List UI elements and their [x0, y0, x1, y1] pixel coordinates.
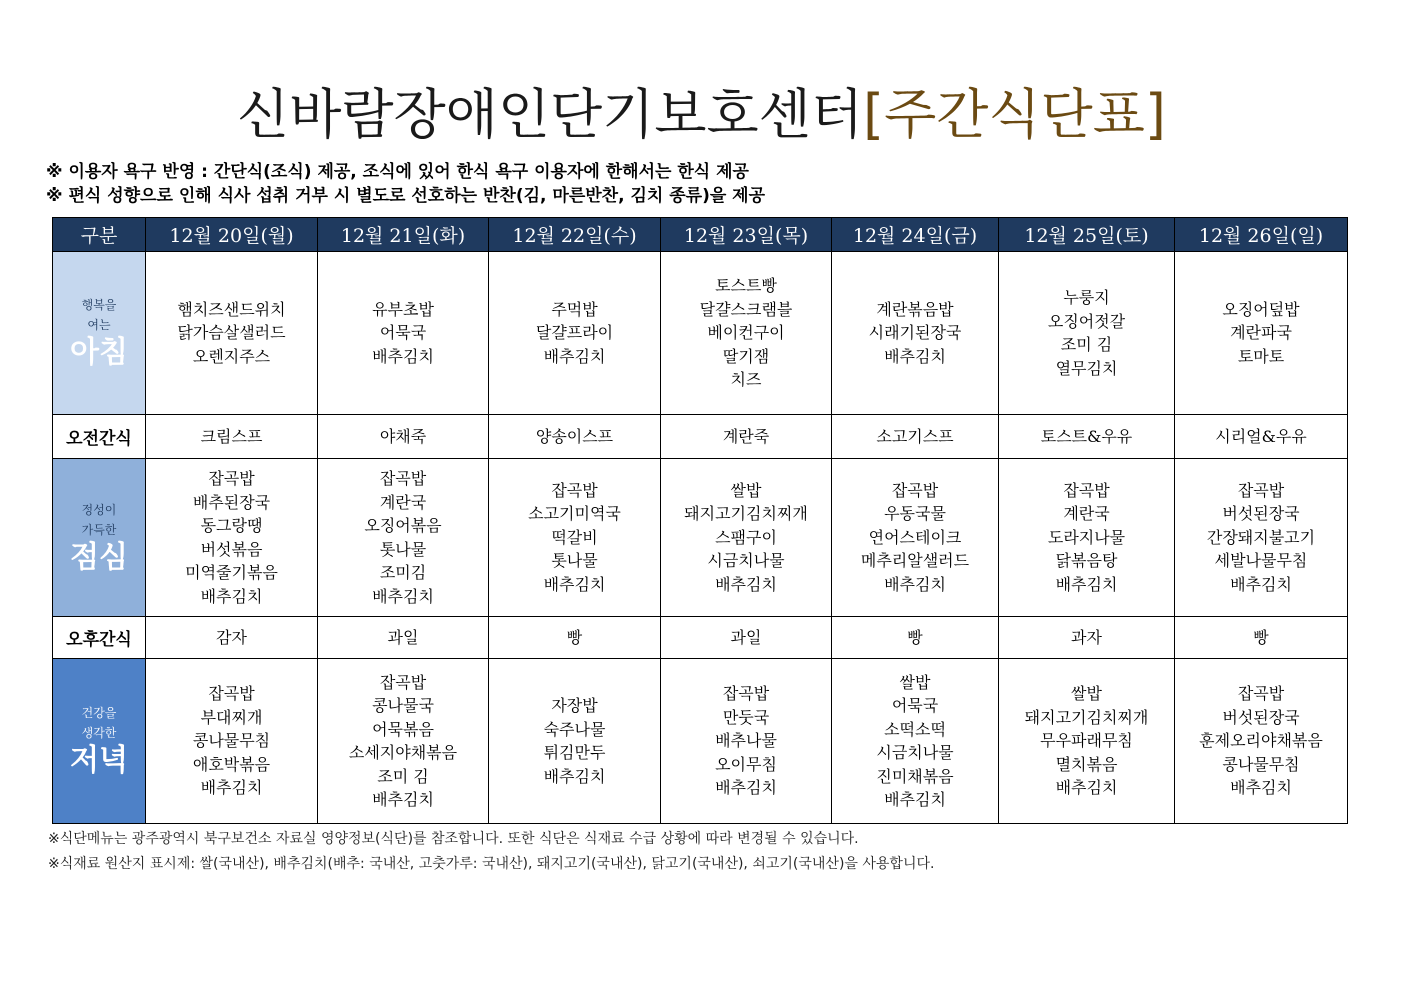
menu-cell: 빵: [1175, 617, 1348, 659]
menu-title: [주간식단표]: [863, 83, 1166, 146]
lunch-label: 정성이 가득한 점심: [53, 459, 146, 617]
menu-item: 무우파래무침: [1040, 731, 1133, 751]
menu-item: 시금치나물: [876, 743, 954, 762]
menu-item: 돼지고기김치찌개: [1024, 707, 1149, 727]
menu-item: 훈제오리야채볶음: [1199, 731, 1323, 751]
menu-cell: [1175, 252, 1348, 415]
menu-item: 배추김치: [200, 778, 263, 798]
menu-item: 잡곡밥: [379, 672, 427, 692]
menu-item: 콩나물국: [372, 696, 434, 715]
menu-item: 버섯된장국: [1222, 707, 1300, 727]
menu-cell: [999, 659, 1175, 824]
menu-item: 딸기잼: [722, 346, 770, 366]
menu-item: 배추김치: [884, 574, 946, 594]
note-2: ※ 편식 성향으로 인해 식사 섭취 거부 시 별도로 선호하는 반찬(김, 마른반찬, 김치 종류)을 제공: [46, 186, 766, 206]
menu-item: 잡곡밥: [551, 480, 598, 500]
page-title: [0, 80, 1403, 150]
menu-item: 유부초밥: [372, 299, 434, 319]
header-day: 12월 20일(월): [146, 218, 318, 252]
menu-cell: [318, 459, 489, 617]
notes: [46, 160, 765, 208]
menu-item: 닭가슴살샐러드: [177, 323, 286, 343]
menu-item: 어묵볶음: [372, 719, 434, 739]
menu-item: 잡곡밥: [208, 684, 255, 704]
menu-cell: [999, 252, 1175, 415]
menu-cell: [489, 252, 661, 415]
menu-item: 튀김만두: [543, 743, 606, 762]
menu-item: 동그랑땡: [200, 516, 263, 535]
menu-cell: 야채죽: [318, 415, 489, 459]
menu-cell: 양송이스프: [489, 415, 661, 459]
morning-snack-label: 오전간식: [53, 415, 146, 459]
menu-cell: 토스트&우유: [999, 415, 1175, 459]
menu-item: 쌀밥: [1071, 684, 1102, 704]
menu-item: 숙주나물: [543, 719, 606, 739]
menu-item: 오징어볶음: [364, 516, 442, 535]
menu-item: 계란볶음밥: [876, 299, 954, 319]
header-day: 12월 23일(목): [661, 218, 832, 252]
menu-item: 스팸구이: [715, 527, 777, 547]
menu-cell: [832, 459, 999, 617]
menu-cell: [999, 459, 1175, 617]
afternoon-snack-label: 오후간식: [53, 617, 146, 659]
menu-item: 배추김치: [372, 790, 434, 809]
menu-item: 배추김치: [715, 778, 777, 798]
menu-item: 배추김치: [884, 346, 946, 366]
menu-cell: 과일: [661, 617, 832, 659]
menu-item: 어묵국: [379, 323, 427, 343]
afternoon-snack-row: [53, 617, 1348, 659]
menu-item: 오렌지주스: [192, 346, 271, 366]
menu-item: 주먹밥: [551, 299, 598, 319]
menu-item: 소떡소떡: [884, 719, 946, 739]
menu-item: 계란국: [1063, 504, 1110, 524]
menu-item: 잡곡밥: [1063, 480, 1110, 500]
menu-cell: 소고기스프: [832, 415, 999, 459]
menu-cell: 빵: [832, 617, 999, 659]
menu-item: 잡곡밥: [208, 469, 255, 488]
menu-item: 떡갈비: [551, 527, 598, 547]
menu-item: 닭볶음탕: [1055, 551, 1118, 571]
weekly-menu-table: [52, 217, 1348, 824]
menu-cell: [832, 252, 999, 415]
menu-item: 토마토: [1237, 346, 1285, 366]
menu-item: 치즈: [730, 370, 762, 390]
footer-notes: [48, 827, 934, 877]
menu-cell: 크림스프: [146, 415, 318, 459]
menu-item: 콩나물무침: [1222, 754, 1300, 774]
menu-item: 열무김치: [1055, 358, 1118, 378]
center-name: 신바람장애인단기보호센터: [237, 83, 863, 146]
menu-item: 배추김치: [884, 790, 946, 809]
menu-item: 배추나물: [715, 731, 777, 751]
menu-item: 배추김치: [1230, 778, 1292, 798]
menu-cell: [489, 459, 661, 617]
menu-item: 조미 김: [377, 766, 429, 786]
breakfast-label: 행복을 여는 아침: [53, 252, 146, 415]
menu-item: 오징어덮밥: [1222, 299, 1300, 319]
menu-cell: [146, 659, 318, 824]
menu-item: 배추김치: [1230, 574, 1292, 594]
menu-item: 배추김치: [715, 574, 777, 594]
menu-item: 쌀밥: [899, 672, 931, 692]
menu-cell: 과자: [999, 617, 1175, 659]
menu-item: 버섯볶음: [200, 539, 263, 559]
menu-item: 버섯된장국: [1222, 504, 1300, 524]
menu-cell: [1175, 459, 1348, 617]
menu-item: 멸치볶음: [1055, 754, 1118, 774]
menu-item: 배추김치: [372, 586, 434, 606]
menu-item: 미역줄기볶음: [185, 563, 278, 582]
menu-cell: 과일: [318, 617, 489, 659]
breakfast-row: [53, 252, 1348, 415]
menu-cell: [318, 252, 489, 415]
menu-item: 배추김치: [372, 346, 434, 366]
menu-item: 자장밥: [551, 696, 598, 715]
menu-item: 배추김치: [1055, 778, 1118, 798]
menu-item: 배추김치: [543, 574, 606, 594]
menu-item: 잡곡밥: [722, 684, 770, 704]
menu-item: 잡곡밥: [1237, 684, 1285, 704]
menu-cell: [832, 659, 999, 824]
menu-item: 톳나물: [551, 551, 598, 571]
dinner-label: 건강을 생각한 저녁: [53, 659, 146, 824]
menu-cell: 감자: [146, 617, 318, 659]
menu-item: 연어스테이크: [868, 527, 962, 547]
menu-item: 계란국: [379, 492, 427, 512]
menu-cell: [661, 659, 832, 824]
menu-item: 계란파국: [1230, 323, 1292, 343]
menu-cell: [146, 252, 318, 415]
menu-item: 진미채볶음: [876, 766, 954, 786]
header-day: 12월 25일(토): [999, 218, 1175, 252]
menu-item: 배추김치: [543, 346, 606, 366]
note-1: ※ 이용자 욕구 반영 : 간단식(조식) 제공, 조식에 있어 한식 욕구 이용자에 한해서는 한식 제공: [46, 162, 749, 182]
menu-cell: [661, 459, 832, 617]
header-category: 구분: [53, 218, 146, 252]
menu-item: 배추김치: [543, 766, 606, 786]
menu-item: 우동국물: [884, 504, 946, 524]
header-day: 12월 21일(화): [318, 218, 489, 252]
menu-item: 잡곡밥: [1237, 480, 1285, 500]
menu-cell: 시리얼&우유: [1175, 415, 1348, 459]
menu-item: 오이무침: [715, 754, 777, 774]
menu-item: 부대찌개: [200, 707, 263, 727]
lunch-row: [53, 459, 1348, 617]
menu-item: 애호박볶음: [192, 754, 271, 774]
menu-item: 조미김: [379, 563, 427, 582]
footer-note-2: ※식재료 원산지 표시제: 쌀(국내산), 배추김치(배추: 국내산, 고춧가루: 국내산), 돼지고기(국내산), 닭고기(국내산), 쇠고기(국내산)을 사용합니다.: [48, 856, 935, 872]
menu-cell: [1175, 659, 1348, 824]
menu-item: 톳나물: [379, 539, 427, 559]
header-day: 12월 22일(수): [489, 218, 661, 252]
menu-item: 소세지야채볶음: [348, 743, 458, 762]
header-day: 12월 26일(일): [1175, 218, 1348, 252]
menu-item: 잡곡밥: [891, 480, 939, 500]
header-row: [53, 218, 1348, 252]
menu-cell: 빵: [489, 617, 661, 659]
menu-item: 오징어젓갈: [1047, 311, 1126, 331]
menu-item: 어묵국: [891, 696, 939, 715]
dinner-row: [53, 659, 1348, 824]
menu-item: 배추된장국: [192, 492, 271, 512]
menu-item: 잡곡밥: [379, 469, 427, 488]
menu-item: 누룽지: [1063, 288, 1110, 307]
menu-item: 세발나물무침: [1214, 551, 1308, 571]
menu-item: 달걀프라이: [535, 323, 614, 343]
menu-cell: [489, 659, 661, 824]
menu-item: 콩나물무침: [192, 731, 271, 751]
menu-item: 배추김치: [1055, 574, 1118, 594]
menu-cell: [661, 252, 832, 415]
menu-item: 만둣국: [722, 707, 770, 727]
menu-item: 배추김치: [200, 586, 263, 606]
footer-note-1: ※식단메뉴는 광주광역시 북구보건소 자료실 영양정보(식단)를 참조합니다. 또한 식단은 식재료 수급 상황에 따라 변경될 수 있습니다.: [48, 831, 859, 847]
menu-cell: 계란죽: [661, 415, 832, 459]
menu-item: 달걀스크램블: [699, 299, 793, 319]
menu-item: 도라지나물: [1047, 527, 1126, 547]
menu-item: 햄치즈샌드위치: [177, 299, 286, 319]
morning-snack-row: [53, 415, 1348, 459]
menu-cell: [146, 459, 318, 617]
header-day: 12월 24일(금): [832, 218, 999, 252]
menu-item: 메추리알샐러드: [860, 551, 970, 571]
menu-item: 돼지고기김치찌개: [684, 504, 808, 524]
menu-item: 소고기미역국: [528, 504, 621, 524]
menu-cell: [318, 659, 489, 824]
menu-item: 토스트빵: [715, 276, 777, 296]
menu-item: 조미 김: [1060, 335, 1113, 354]
menu-item: 간장돼지불고기: [1206, 527, 1316, 547]
menu-item: 쌀밥: [730, 480, 762, 500]
menu-item: 베이컨구이: [707, 323, 785, 343]
menu-item: 시래기된장국: [868, 323, 962, 343]
menu-item: 시금치나물: [707, 551, 785, 571]
